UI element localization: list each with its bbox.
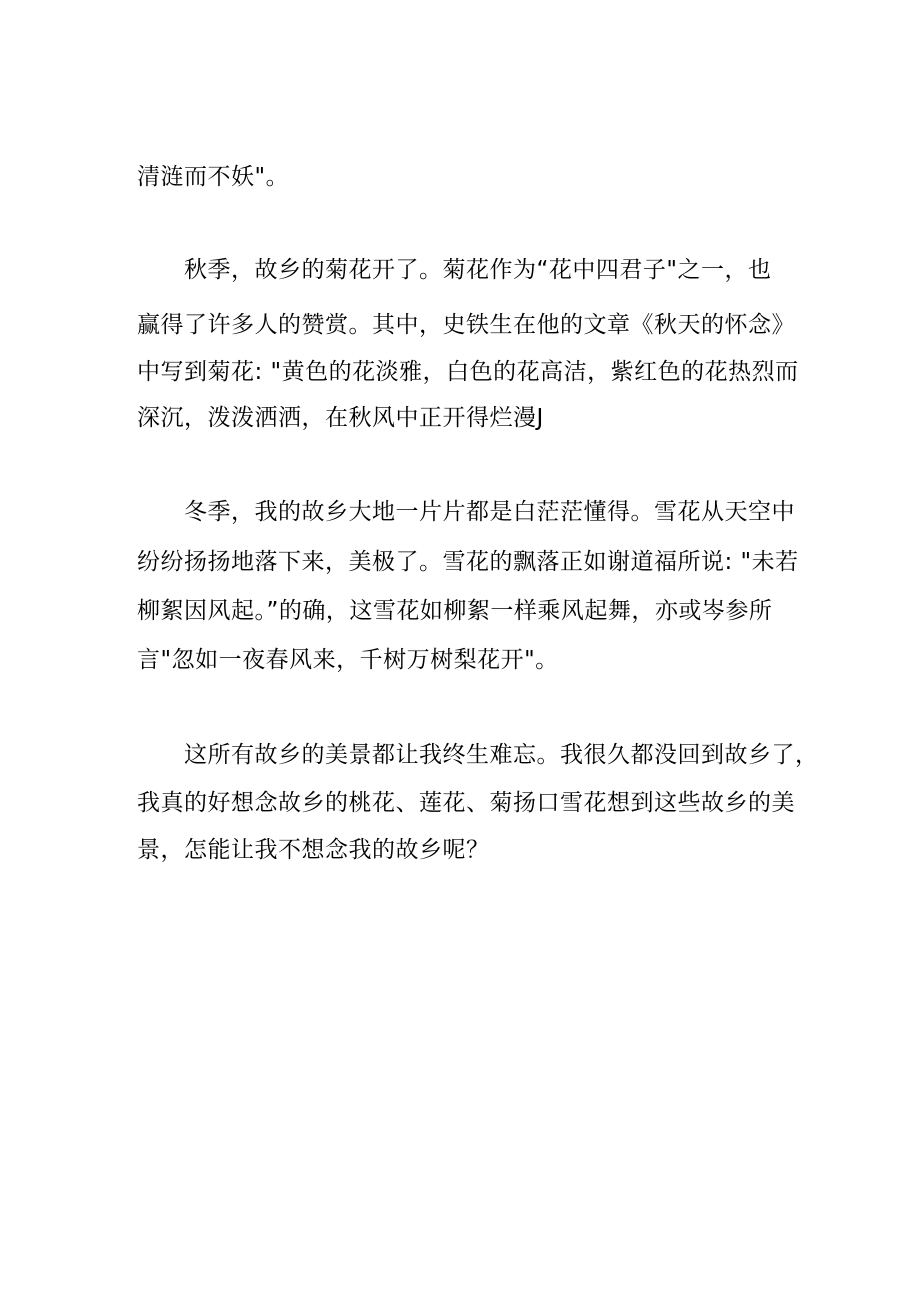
paragraph-2-line-2: 赢得了许多人的赞赏。其中，史铁生在他的文章《秋天的怀念》 — [137, 312, 795, 338]
paragraph-4-line-2: 我真的好想念故乡的桃花、莲花、菊扬口雪花想到这些故乡的美 — [137, 790, 795, 816]
paragraph-3-line-4: 言"忽如一夜春风来，千树万树梨花开"。 — [137, 647, 559, 673]
paragraph-2-line-1: 秋季，故乡的菊花开了。菊花作为“花中四君子"之一，也 — [184, 257, 772, 283]
paragraph-4-line-3: 景，怎能让我不想念我的故乡呢？ — [137, 837, 490, 863]
paragraph-3-line-3: 柳絮因风起。”的确，这雪花如柳絮一样乘风起舞，亦或岑参所 — [137, 598, 773, 624]
paragraph-3-line-1: 冬季，我的故乡大地一片片都是白茫茫懂得。雪花从天空中 — [184, 499, 795, 525]
paragraph-2-line-3: 中写到菊花: "黄色的花淡雅，白色的花高洁，紫红色的花热烈而 — [137, 359, 799, 385]
paragraph-4-line-1: 这所有故乡的美景都让我终生难忘。我很久都没回到故乡了， — [184, 742, 819, 768]
paragraph-1-line-1: 清涟而不妖"。 — [137, 164, 290, 190]
paragraph-2-line-4: 深沉，泼泼洒洒，在秋风中正开得烂漫J — [137, 405, 544, 431]
paragraph-3-line-2: 纷纷扬扬地落下来，美极了。雪花的飘落正如谢道福所说: "未若 — [137, 549, 799, 575]
